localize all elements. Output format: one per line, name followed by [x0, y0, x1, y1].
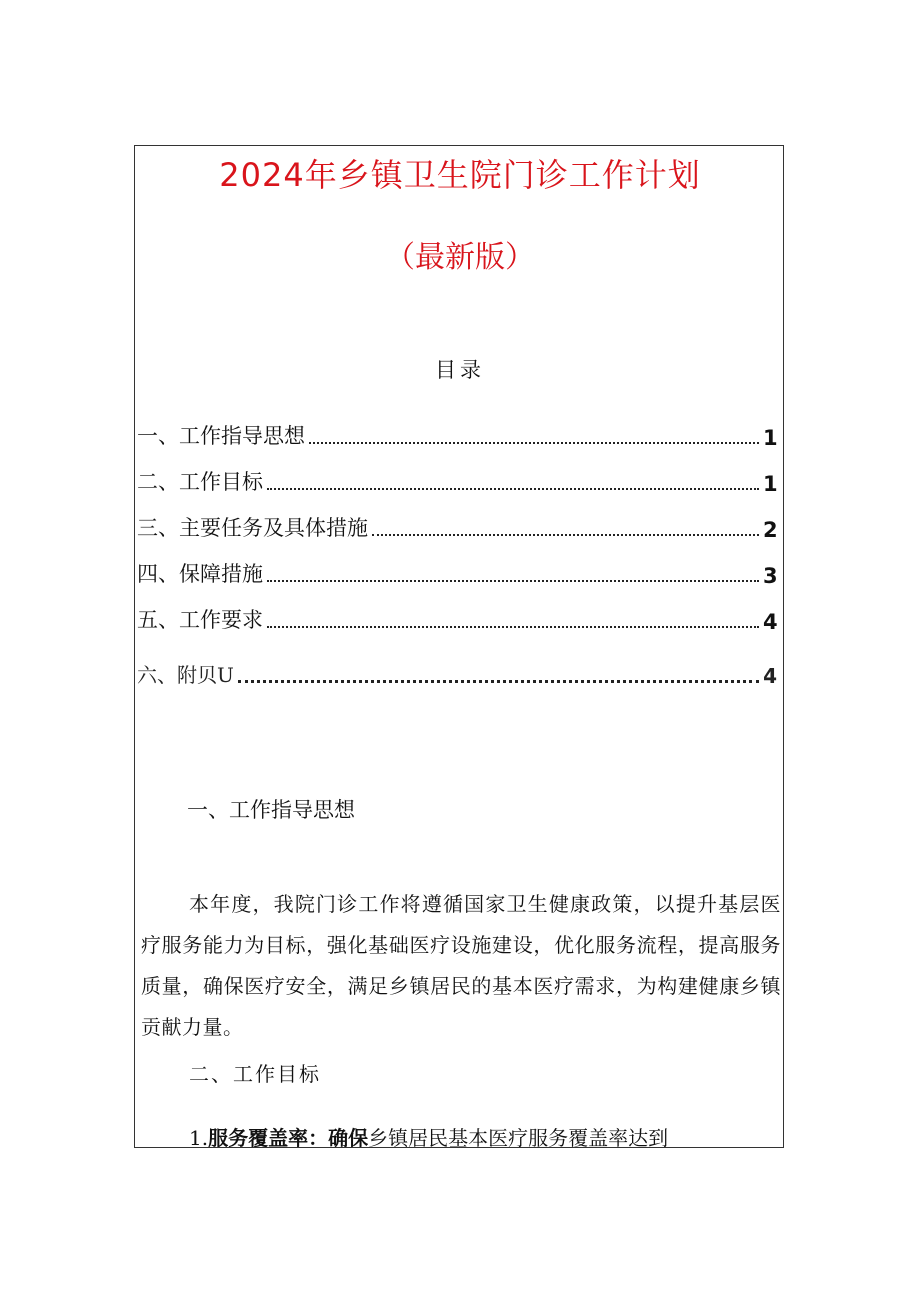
- section-heading: 二、工作目标: [189, 1062, 321, 1086]
- toc-leader-dots: [267, 625, 759, 628]
- toc-entry[interactable]: [137, 404, 777, 450]
- list-item-lead: 服务覆盖率：确保: [208, 1126, 369, 1148]
- toc-entry-page: 3: [763, 564, 778, 588]
- toc-leader-dots: [267, 579, 759, 582]
- toc-entry-label: 六、附贝U: [137, 663, 234, 687]
- body-paragraph: 本年度，我院门诊工作将遵循国家卫生健康政策，以提升基层医疗服务能力为目标，强化基础医疗设施建设，优化服务流程，提高服务质量，确保医疗安全，满足乡镇居民的基本医疗需求，为构建健康乡镇贡献力量。: [141, 892, 781, 1039]
- document-subtitle: （最新版）: [385, 240, 535, 275]
- toc-leader-dots: [267, 487, 759, 490]
- toc-entry-label: 二、工作目标: [137, 470, 263, 494]
- document-page: [134, 145, 784, 1148]
- toc-entry[interactable]: [137, 496, 777, 542]
- list-item: [189, 1122, 668, 1148]
- toc-entry-page: 2: [763, 518, 778, 542]
- toc-entry[interactable]: [137, 542, 777, 588]
- toc-entry-label: 一、工作指导思想: [137, 424, 305, 448]
- toc-entry-label: 四、保障措施: [137, 562, 263, 586]
- toc-entry-page: 4: [763, 664, 777, 688]
- toc-entry-page: 1: [763, 472, 778, 496]
- toc-leader-dots: [372, 533, 759, 536]
- table-of-contents: [137, 404, 777, 688]
- list-item-number: 1.: [189, 1126, 209, 1148]
- toc-entry[interactable]: [137, 642, 777, 688]
- document-title: 2024年乡镇卫生院门诊工作计划: [219, 156, 701, 194]
- toc-entry-page: 1: [763, 426, 778, 450]
- toc-leader-dots: [309, 441, 759, 444]
- toc-entry-page: 4: [763, 610, 778, 634]
- toc-heading: 目录: [435, 358, 485, 382]
- toc-entry-label: 三、主要任务及具体措施: [137, 516, 368, 540]
- toc-leader-dots: [238, 679, 759, 683]
- toc-entry-label: 五、工作要求: [137, 608, 263, 632]
- toc-entry[interactable]: [137, 588, 777, 634]
- list-item-text: 乡镇居民基本医疗服务覆盖率达到: [368, 1126, 669, 1148]
- toc-entry[interactable]: [137, 450, 777, 496]
- section-heading: 一、工作指导思想: [187, 798, 355, 822]
